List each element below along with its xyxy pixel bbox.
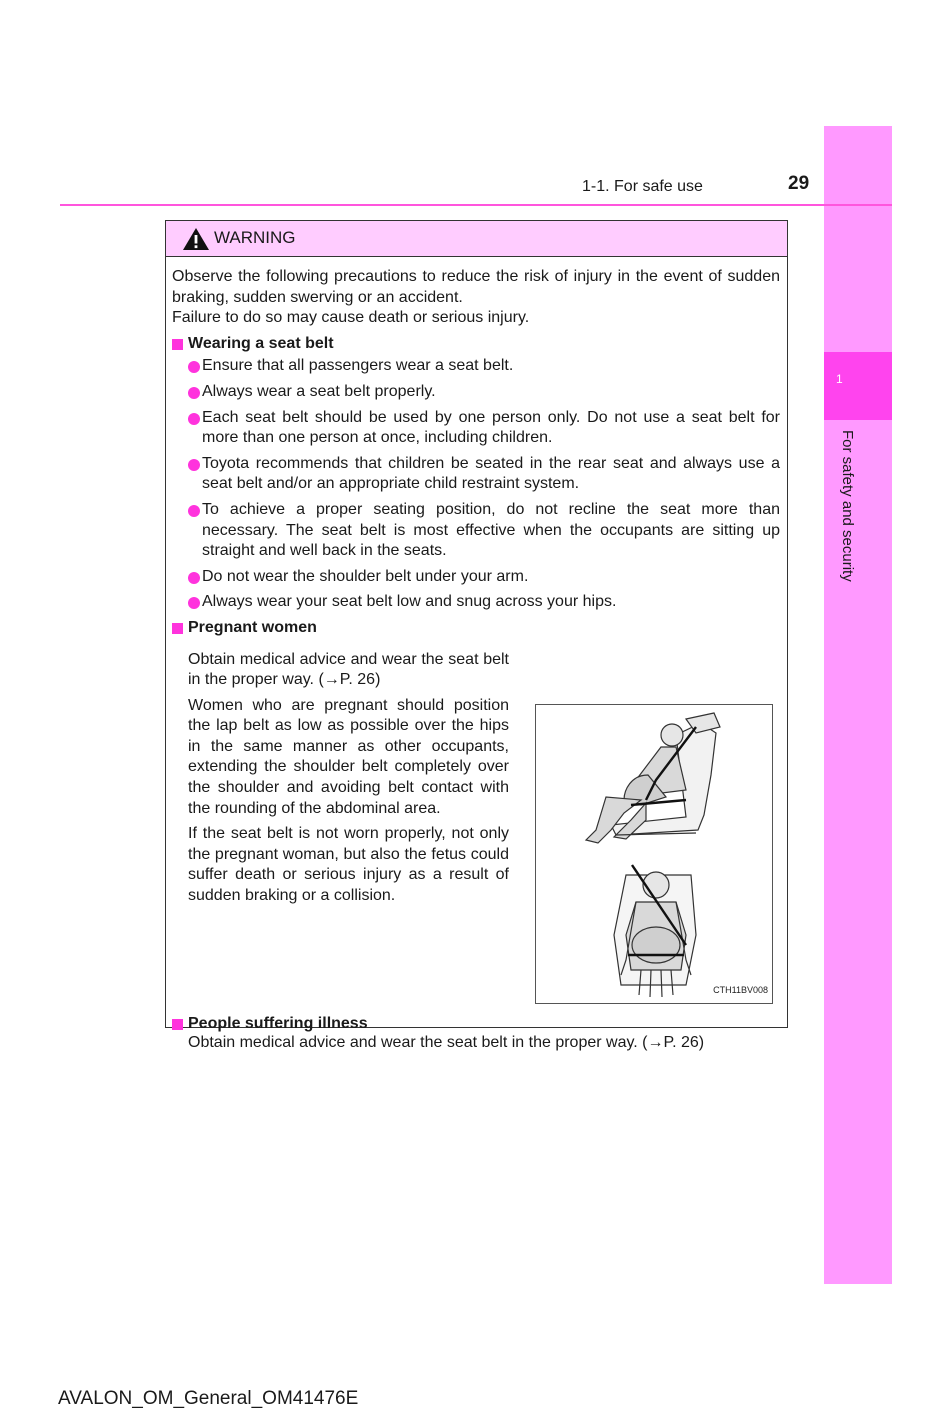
list-item: Toyota recommends that children be seated in the rear seat and always use a seat belt and/or an appropriate child restraint system. [188,454,780,495]
warning-body [172,267,780,1051]
heading-pregnant: Pregnant women [172,618,780,639]
illustration-code: CTH11BV008 [713,985,768,996]
pregnant-paragraph: Obtain medical advice and wear the seat belt in the proper way. (→P. 26) [188,650,509,689]
list-item: Always wear your seat belt low and snug across your hips. [188,592,780,613]
list-item: To achieve a proper seating position, do not recline the seat more than necessary. The seat belt is most effective when the occupants are sitting up straight and well back in the seats. [188,500,780,562]
circle-bullet-icon [188,387,200,399]
chapter-number: 1 [836,372,843,386]
chapter-number-tab[interactable] [824,352,892,420]
warning-label: WARNING [214,228,296,247]
warning-header [166,221,787,257]
circle-bullet-icon [188,413,200,425]
pregnant-seatbelt-illustration [535,704,773,1004]
circle-bullet-icon [188,572,200,584]
warning-triangle-icon [182,227,210,251]
chapter-title-vertical: For safety and security [839,430,856,582]
pregnant-paragraph: Women who are pregnant should position the lap belt as low as possible over the hips in the same manner as other occupants, extending the shoulder belt completely over the shoulder and avoiding belt contact with the rounding of the abdominal area. [188,696,509,817]
warning-consequence: Failure to do so may cause death or serious injury. [172,309,530,327]
circle-bullet-icon [188,597,200,609]
heading-illness: People suffering illness [172,1014,368,1035]
warning-intro: Observe the following precautions to reduce the risk of injury in the event of sudden braking, sudden swerving or an accident. [172,268,780,306]
square-bullet-icon [172,339,183,350]
list-item: Always wear a seat belt properly. [188,382,780,403]
circle-bullet-icon [188,361,200,373]
section-title: 1-1. For safe use [582,178,703,195]
list-item: Each seat belt should be used by one person only. Do not use a seat belt for more than one person at once, including children. [188,408,780,449]
square-bullet-icon [172,623,183,634]
document-id: AVALON_OM_General_OM41476E [58,1388,359,1409]
page-number: 29 [788,173,810,194]
pregnant-woman-seatbelt-icon [536,705,772,1003]
warning-box [165,220,788,1051]
circle-bullet-icon [188,505,200,517]
pregnant-text [188,650,509,907]
chapter-side-tab [824,126,892,1284]
header-divider [60,204,892,206]
pregnant-paragraph: If the seat belt is not worn properly, not only the pregnant woman, but also the fetus could suffer death or serious injury as a result of sudden braking or a collision. [188,825,509,905]
heading-seat-belt: Wearing a seat belt [172,334,780,355]
list-item: Do not wear the shoulder belt under your arm. [188,567,780,588]
illness-text: Obtain medical advice and wear the seat belt in the proper way. (→P. 26) [188,1034,705,1051]
list-item: Ensure that all passengers wear a seat belt. [188,356,780,377]
square-bullet-icon [172,1019,183,1030]
circle-bullet-icon [188,459,200,471]
